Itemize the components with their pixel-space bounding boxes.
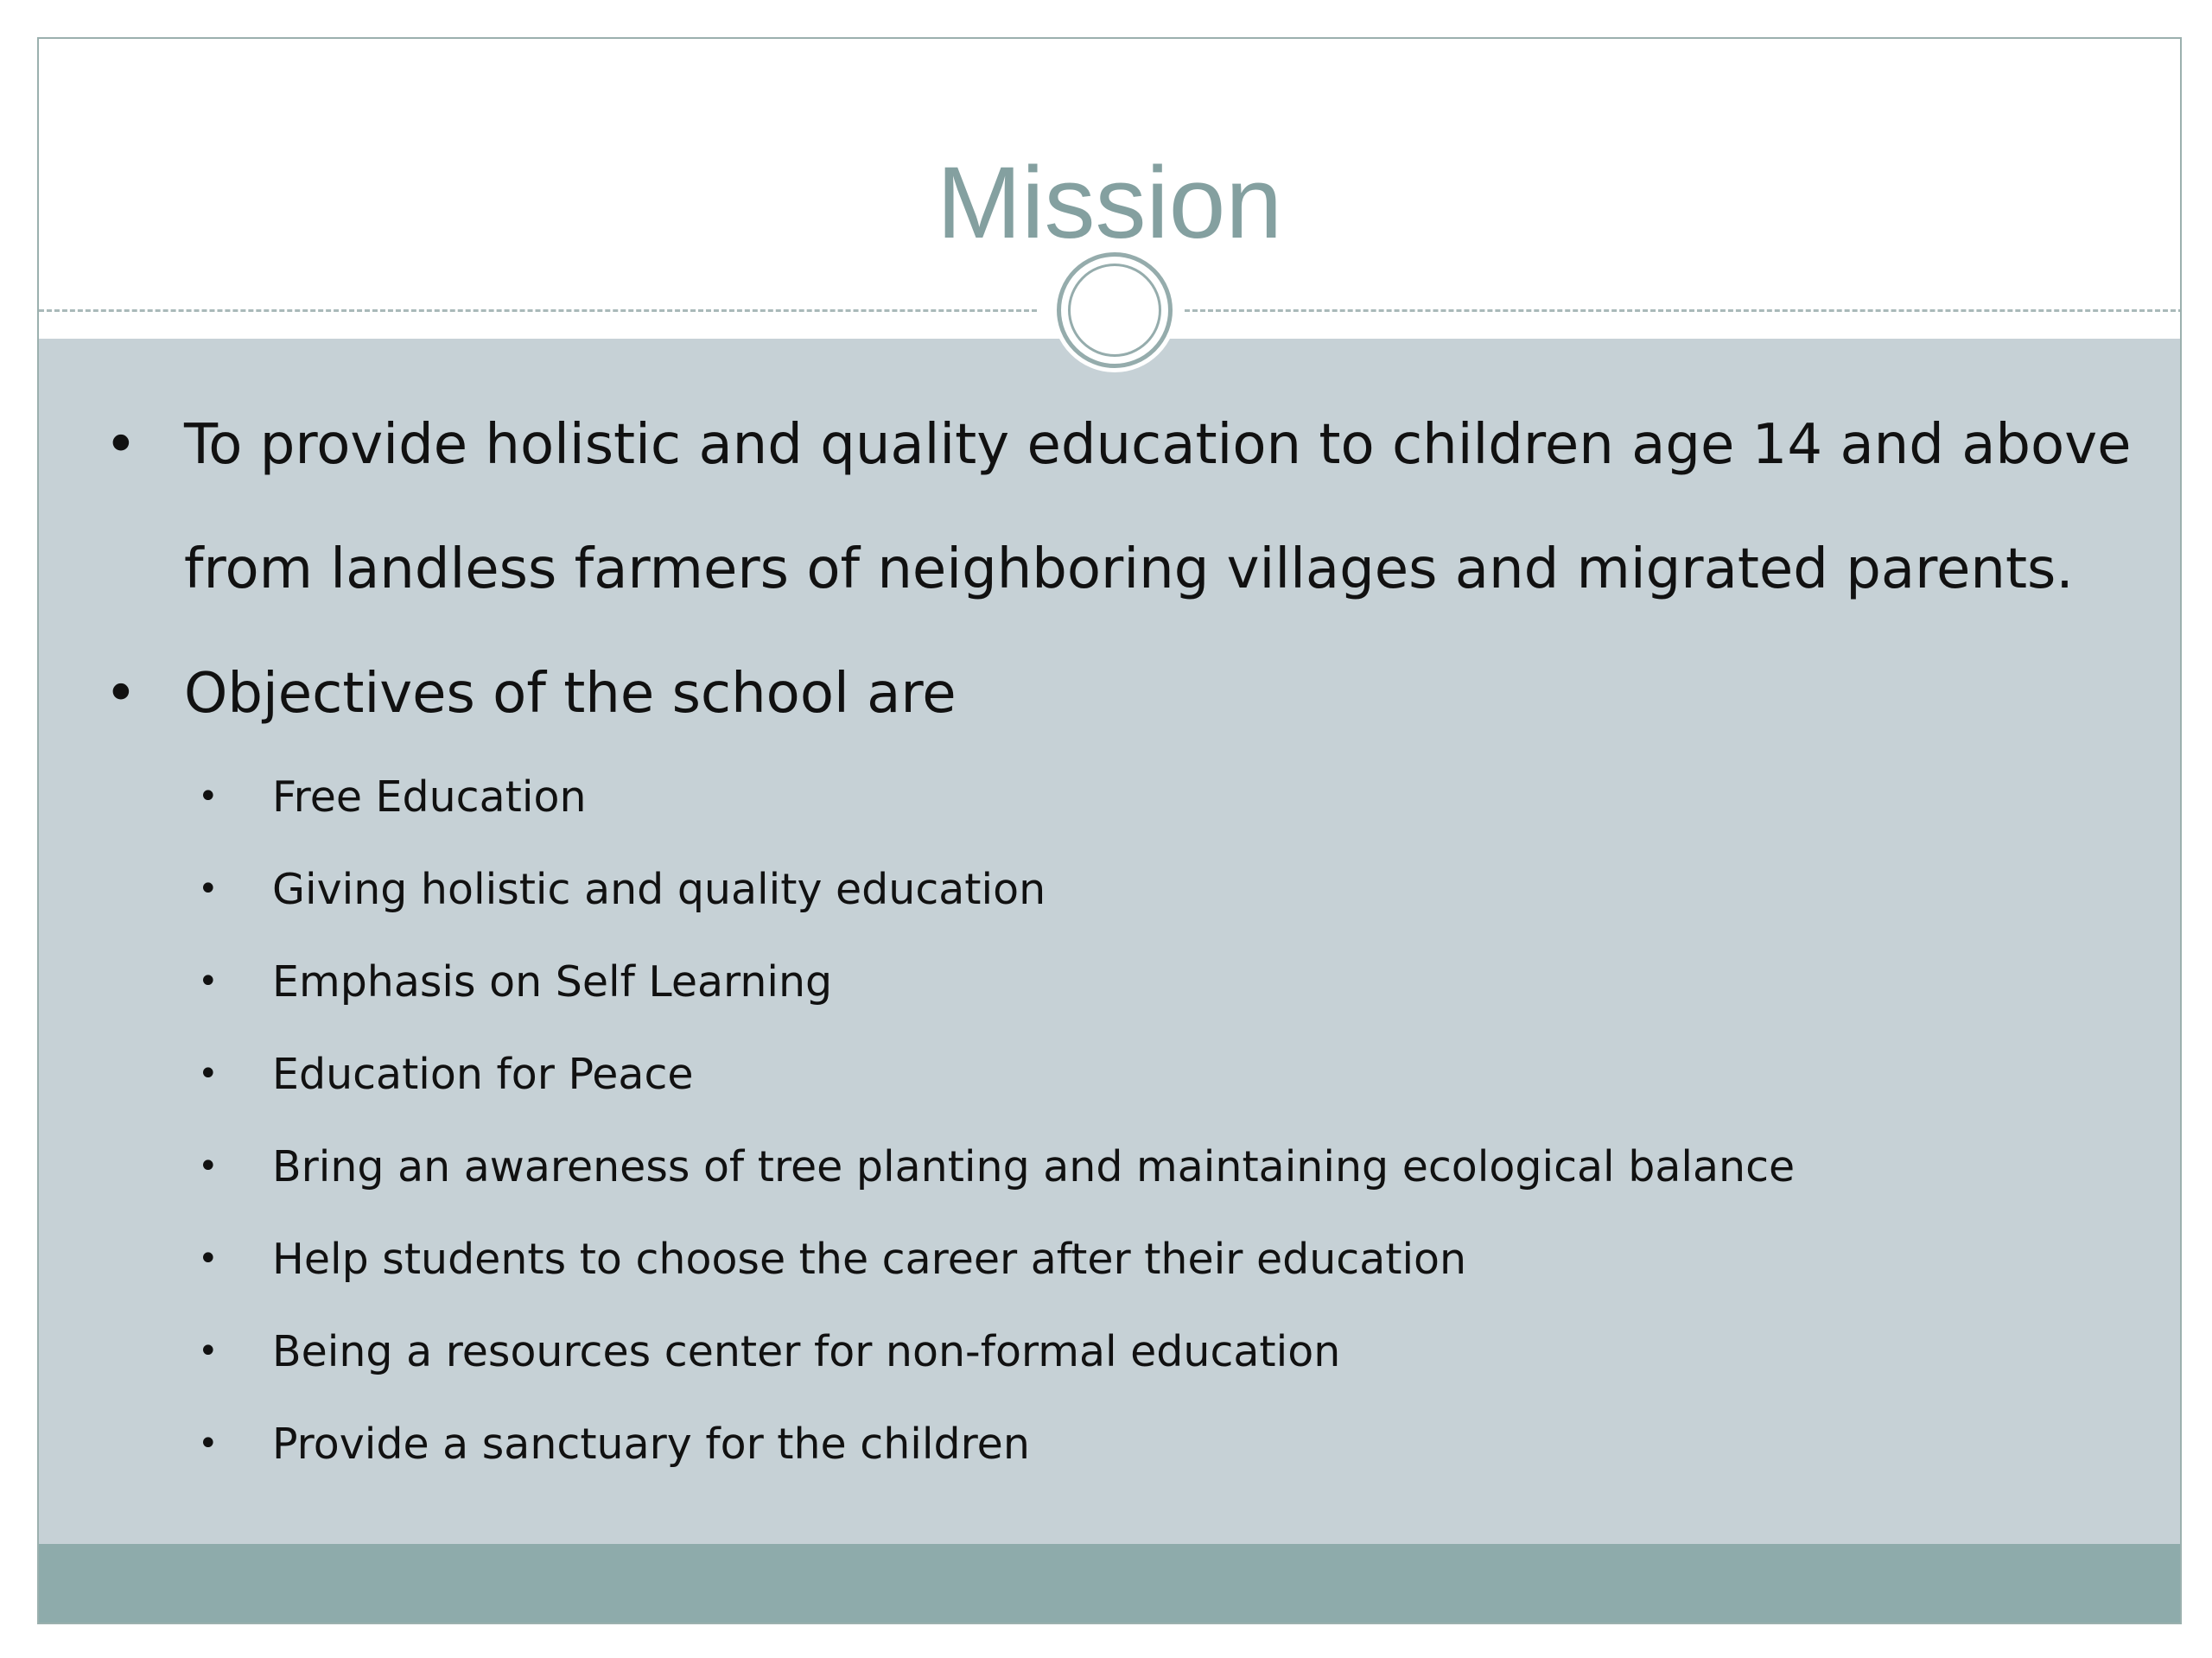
footer-band xyxy=(39,1544,2180,1623)
objective-item xyxy=(198,751,2087,843)
bullet-icon: • xyxy=(198,1331,219,1371)
title-divider-right xyxy=(1185,309,2182,312)
title-divider-left xyxy=(39,309,1037,312)
slide xyxy=(37,37,2182,1624)
bullet-icon: • xyxy=(105,413,137,477)
bullet-icon: • xyxy=(198,1054,219,1094)
bullet-icon: • xyxy=(198,1424,219,1464)
bullet-item-objectives xyxy=(105,632,2137,756)
bullet-text: Objectives of the school are xyxy=(184,662,957,726)
bullet-item-mission xyxy=(105,383,2137,632)
objective-item xyxy=(198,1305,2087,1398)
objective-text: Emphasis on Self Learning xyxy=(272,957,833,1007)
objective-text: Bring an awareness of tree planting and maintaining ecological balance xyxy=(272,1142,1796,1191)
objective-item xyxy=(198,1213,2087,1305)
bullet-icon: • xyxy=(198,1239,219,1279)
objective-text: Free Education xyxy=(272,772,587,822)
objective-item xyxy=(198,936,2087,1028)
bullet-icon: • xyxy=(198,1147,219,1186)
bullet-text: To provide holistic and quality education to children age 14 and above from landless farmers of neighboring villages and migrated parents. xyxy=(184,413,2132,601)
objective-item xyxy=(198,1398,2087,1490)
circle-ornament-inner-ring xyxy=(1068,264,1161,357)
objective-item xyxy=(198,843,2087,936)
bullet-icon: • xyxy=(198,777,219,816)
objective-text: Help students to choose the career after their education xyxy=(272,1235,1467,1284)
objective-text: Education for Peace xyxy=(272,1050,694,1099)
bullet-icon: • xyxy=(105,662,137,726)
slide-title: Mission xyxy=(937,146,1282,260)
bullet-icon: • xyxy=(198,869,219,909)
objective-text: Provide a sanctuary for the children xyxy=(272,1420,1030,1469)
objective-text: Giving holistic and quality education xyxy=(272,865,1046,914)
bullet-icon: • xyxy=(198,962,219,1001)
objective-item xyxy=(198,1028,2087,1121)
objective-item xyxy=(198,1121,2087,1213)
objective-text: Being a resources center for non-formal education xyxy=(272,1327,1341,1376)
